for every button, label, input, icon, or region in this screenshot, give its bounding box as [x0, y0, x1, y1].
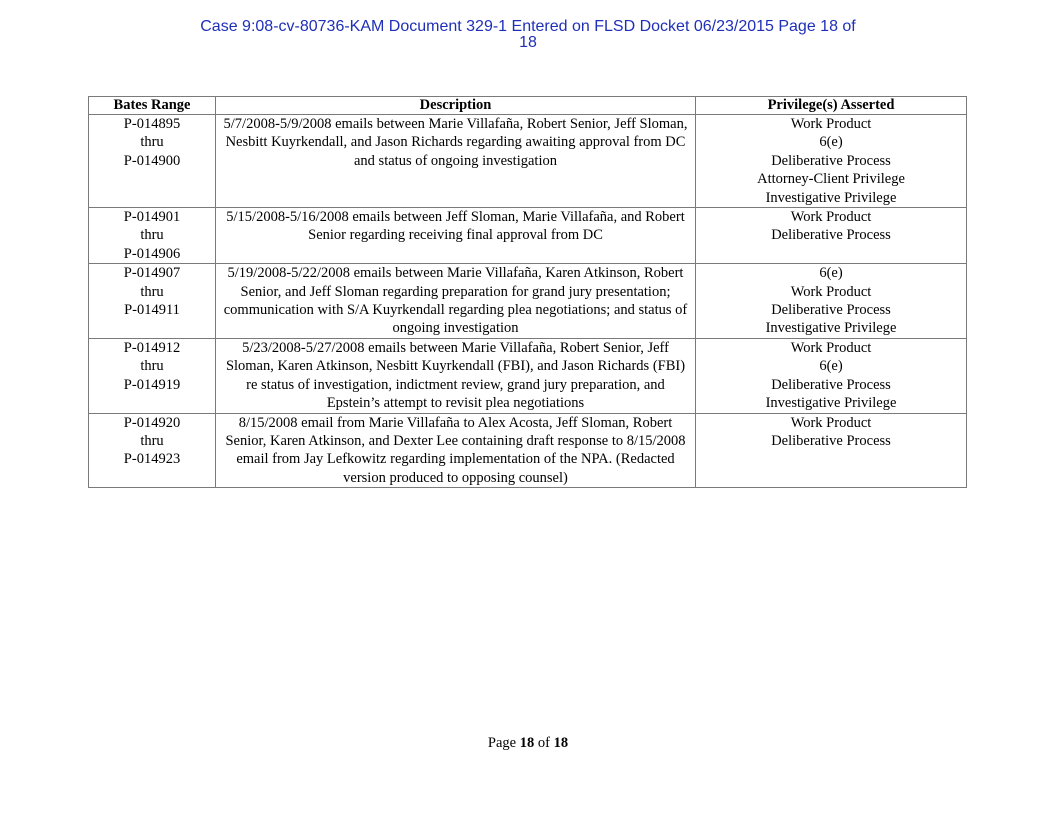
bates-start: P-014895 [123, 116, 181, 132]
docket-header-line1: Case 9:08-cv-80736-KAM Document 329-1 Entered on FLSD Docket 06/23/2015 Page 18 of [200, 18, 856, 35]
bates-thru: thru [140, 227, 164, 244]
privilege-item: Investigative Privilege [765, 189, 897, 206]
privilege-item: Deliberative Process [771, 302, 891, 319]
bates-end: P-014923 [123, 451, 181, 468]
table-row [89, 413, 967, 488]
description-cell: 8/15/2008 email from Marie Villafaña to Alex Acosta, Jeff Sloman, Robert Senior, Karen Atkinson, and Dexter Lee containing draft response to 8/15/2008 email from Jay Lefkowitz regarding implementation of the NPA. (Redacted version produced to opposing counsel) [216, 413, 696, 488]
bates-thru: thru [140, 358, 164, 375]
bates-end: P-014900 [123, 152, 181, 169]
bates-start: P-014912 [123, 339, 181, 356]
footer-page-label: Page [487, 735, 517, 751]
table-row [89, 115, 967, 208]
privilege-item: Investigative Privilege [765, 320, 897, 337]
bates-end: P-014906 [123, 245, 181, 262]
header-bates-range: Bates Range [89, 97, 216, 115]
bates-thru: thru [140, 134, 164, 151]
privilege-item: Deliberative Process [771, 227, 891, 244]
description-cell: 5/15/2008-5/16/2008 emails between Jeff Sloman, Marie Villafaña, and Robert Senior regarding receiving final approval from DC [216, 208, 696, 264]
privilege-item: Deliberative Process [771, 432, 891, 449]
privilege-item: Work Product [790, 414, 872, 431]
privileges-cell [696, 208, 967, 264]
privilege-item: Deliberative Process [771, 376, 891, 393]
header-privileges-asserted: Privilege(s) Asserted [696, 97, 967, 115]
bates-start: P-014901 [123, 209, 181, 226]
privilege-item: Investigative Privilege [765, 395, 897, 412]
bates-start: P-014920 [123, 414, 181, 431]
table-header-row [89, 97, 967, 115]
bates-start: P-014907 [123, 265, 181, 282]
docket-header-line2: 18 [519, 34, 537, 51]
bates-thru: thru [140, 432, 164, 449]
footer-total-pages: 18 [553, 735, 569, 751]
privilege-item: 6(e) [819, 134, 843, 151]
bates-end: P-014911 [124, 302, 180, 319]
header-description: Description [216, 97, 696, 115]
page-footer [0, 735, 1056, 752]
privileges-cell [696, 115, 967, 208]
privilege-item: Deliberative Process [771, 152, 891, 169]
privilege-item: Work Product [790, 209, 872, 226]
bates-range-cell [89, 264, 216, 339]
privilege-item: 6(e) [819, 358, 843, 375]
footer-of-label: of [537, 735, 550, 751]
privilege-item: Work Product [790, 116, 872, 132]
privilege-item: Work Product [790, 339, 872, 356]
privilege-item: Work Product [790, 283, 872, 300]
table-row [89, 208, 967, 264]
bates-range-cell [89, 338, 216, 413]
description-cell: 5/19/2008-5/22/2008 emails between Marie Villafaña, Karen Atkinson, Robert Senior, and Jeff Sloman regarding preparation for grand jury presentation; communication with S/A Kuyrkendall regarding plea negotiations; and status of ongoing investigation [216, 264, 696, 339]
bates-range-cell [89, 413, 216, 488]
privilege-item: 6(e) [819, 265, 843, 282]
privileges-cell [696, 264, 967, 339]
bates-range-cell [89, 208, 216, 264]
bates-end: P-014919 [123, 376, 181, 393]
privileges-cell [696, 413, 967, 488]
bates-range-cell [89, 115, 216, 208]
privileges-cell [696, 338, 967, 413]
privilege-item: Attorney-Client Privilege [757, 171, 905, 188]
docket-header-stamp [0, 19, 1056, 51]
description-cell: 5/7/2008-5/9/2008 emails between Marie Villafaña, Robert Senior, Jeff Sloman, Nesbitt Kuyrkendall, and Jason Richards regarding awaiting approval from DC and status of ongoing investigation [216, 115, 696, 208]
table-row [89, 264, 967, 339]
table-row [89, 338, 967, 413]
bates-thru: thru [140, 283, 164, 300]
footer-current-page: 18 [519, 735, 535, 751]
privilege-log-table [88, 96, 967, 488]
description-cell: 5/23/2008-5/27/2008 emails between Marie Villafaña, Robert Senior, Jeff Sloman, Karen Atkinson, Nesbitt Kuyrkendall (FBI), and Jason Richards (FBI) re status of investigation, indictment review, grand jury preparation, and Epstein’s attempt to revisit plea negotiations [216, 338, 696, 413]
